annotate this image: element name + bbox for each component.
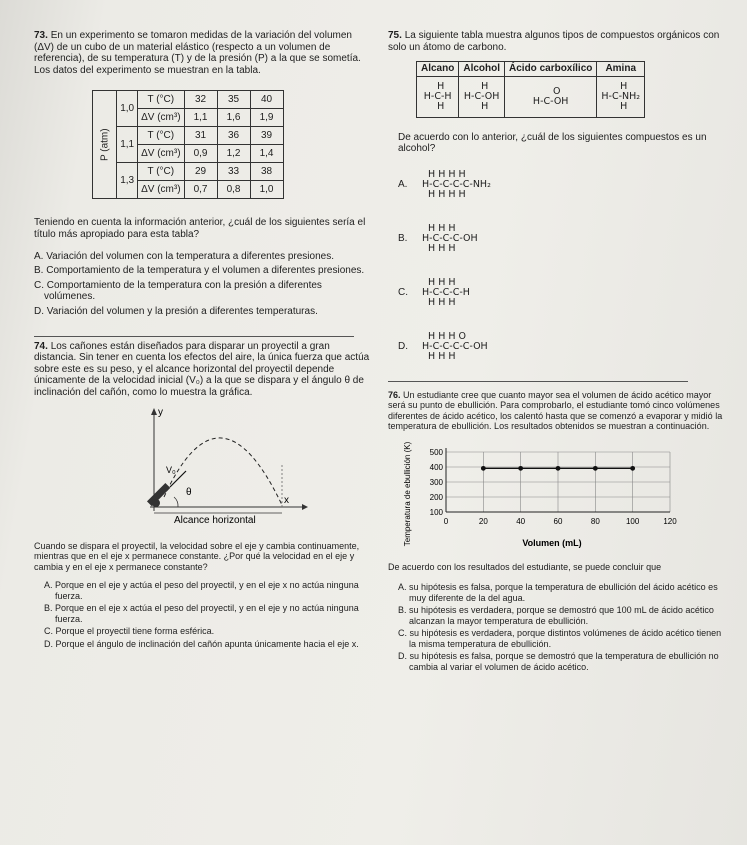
cell: 36 bbox=[217, 127, 250, 145]
header-acido: Ácido carboxílico bbox=[505, 62, 597, 77]
t-label: T (°C) bbox=[138, 91, 184, 109]
q74-options bbox=[34, 580, 374, 649]
cell: 1,6 bbox=[217, 109, 250, 127]
boiling-chart bbox=[402, 442, 702, 550]
v-label: ΔV (cm³) bbox=[138, 109, 184, 127]
t-label: T (°C) bbox=[138, 163, 184, 181]
chart-plot bbox=[430, 448, 678, 526]
q73-options bbox=[34, 251, 374, 318]
y-tick-label: 300 bbox=[429, 477, 443, 487]
cell: 40 bbox=[250, 91, 283, 109]
q73-number: 73. bbox=[34, 30, 48, 41]
q73-statement bbox=[34, 30, 374, 76]
q76-option-a[interactable]: A. su hipótesis es falsa, porque la temperatura de ebullición del ácido acético es muy diferente de la del agua. bbox=[398, 582, 718, 603]
q75-text: La siguiente tabla muestra algunos tipos de compuestos orgánicos con solo un átomo de carbono. bbox=[388, 30, 720, 53]
q75-option-b[interactable] bbox=[398, 217, 728, 261]
q73-option-c[interactable]: C. Comportamiento de la temperatura con la presión a diferentes volúmenes. bbox=[34, 279, 322, 303]
q74-option-d[interactable]: D. Porque el ángulo de inclinación del cañón apunta únicamente hacia el eje x. bbox=[44, 638, 359, 649]
data-point bbox=[481, 466, 486, 471]
q75-statement bbox=[388, 30, 728, 53]
molecule-a: H H H H H-C-C-C-C-NH₂ H H H H bbox=[422, 168, 491, 200]
cell: 0,9 bbox=[184, 145, 217, 163]
x-tick-label: 20 bbox=[478, 516, 488, 526]
v0-label: V₀ bbox=[166, 464, 176, 475]
q76-options bbox=[388, 582, 728, 672]
cell: 35 bbox=[217, 91, 250, 109]
cell: 0,8 bbox=[217, 181, 250, 199]
data-point bbox=[593, 466, 598, 471]
q76-option-c[interactable]: C. su hipótesis es verdadera, porque distintos volúmenes de ácido acético tienen la misma temperatura de ebullición. bbox=[398, 628, 722, 649]
q73-option-b[interactable]: B. Comportamiento de la temperatura y el volumen a diferentes presiones. bbox=[34, 265, 365, 277]
v-label: ΔV (cm³) bbox=[138, 181, 184, 199]
v-label: ΔV (cm³) bbox=[138, 145, 184, 163]
cell: 33 bbox=[217, 163, 250, 181]
q74-text: Los cañones están diseñados para disparar un proyectil a gran distancia. Sin tener en cuenta los efectos del aire, la única fuerza que actúa sobre este es su peso, y el alcance horizontal del proyectil depende únicamente de la velocidad inicial (V₀) a la que se dispara y el ángulo θ de inclinación del cañón, como lo muestra la gráfica. bbox=[34, 340, 370, 398]
q75-option-c[interactable] bbox=[398, 271, 728, 315]
x-axis-arrow bbox=[302, 504, 308, 510]
p-header bbox=[93, 91, 117, 199]
q74-number: 74. bbox=[34, 340, 48, 352]
left-column bbox=[34, 30, 374, 649]
q74-option-c[interactable]: C. Porque el proyectil tiene forma esférica. bbox=[44, 626, 215, 636]
cell: 1,2 bbox=[217, 145, 250, 163]
option-letter: A. bbox=[398, 179, 408, 191]
header-alcohol: Alcohol bbox=[459, 62, 505, 77]
y-axis-label: Temperatura de ebullición (K) bbox=[403, 441, 412, 547]
y-tick-label: 400 bbox=[429, 462, 443, 472]
q76-option-d[interactable]: D. su hipótesis es falsa, porque se demostró que la temperatura de ebullición no cambia al variar el volumen de ácido acético. bbox=[398, 651, 719, 672]
y-axis-label: y bbox=[158, 406, 163, 418]
header-alcano: Alcano bbox=[417, 62, 459, 77]
q75-number: 75. bbox=[388, 30, 402, 41]
alcohol-structure: H H-C-OH H bbox=[459, 76, 505, 117]
q73-option-d[interactable]: D. Variación del volumen y la presión a diferentes temperaturas. bbox=[34, 305, 318, 317]
cell: 0,7 bbox=[184, 181, 217, 199]
q73-text: En un experimento se tomaron medidas de la variación del volumen (ΔV) de un cubo de un material elástico (respecto a un volumen de referencia), de su temperatura (T) y de la presión (P) a la que se sometía. Los datos del experimento se muestran en la tabla. bbox=[34, 30, 361, 76]
data-point bbox=[518, 466, 523, 471]
data-point bbox=[630, 466, 635, 471]
y-tick-label: 200 bbox=[429, 492, 443, 502]
trajectory bbox=[164, 437, 282, 504]
molecule-b: H H H H-C-C-C-OH H H H bbox=[422, 222, 478, 254]
q76-statement bbox=[388, 390, 728, 432]
x-axis-label: Volumen (mL) bbox=[522, 537, 582, 548]
molecule-c: H H H H-C-C-C-H H H H bbox=[422, 276, 470, 308]
cell: 1,9 bbox=[250, 109, 283, 127]
cell: 1,1 bbox=[184, 109, 217, 127]
option-letter: C. bbox=[398, 287, 408, 299]
q76-text: Un estudiante cree que cuanto mayor sea el volumen de ácido acético mayor será su punto de ebullición. Para comprobarlo, el estudiante tomó cinco volúmenes diferentes de ácido acético, los calentó hasta que se comenzó a evaporar y midió la temperatura de ebullición. Los resultados obtenidos se muestran a continuación. bbox=[388, 389, 723, 432]
q76-number: 76. bbox=[388, 389, 401, 400]
cell: 38 bbox=[250, 163, 283, 181]
p-cell: 1,3 bbox=[117, 163, 138, 199]
header-amina: Amina bbox=[597, 62, 645, 77]
y-tick-label: 100 bbox=[429, 507, 443, 517]
cell: 32 bbox=[184, 91, 217, 109]
q73-table bbox=[92, 90, 284, 199]
q74-option-a[interactable]: A. Porque en el eje y actúa el peso del proyectil, y en el eje x no actúa ninguna fuerza. bbox=[44, 580, 359, 601]
option-letter: D. bbox=[398, 341, 408, 353]
t-label: T (°C) bbox=[138, 127, 184, 145]
p-cell: 1,0 bbox=[117, 91, 138, 127]
q73-option-a[interactable]: A. Variación del volumen con la temperatura a diferentes presiones. bbox=[34, 250, 334, 262]
x-tick-label: 60 bbox=[553, 516, 563, 526]
alcano-structure: H H-C-H H bbox=[417, 76, 459, 117]
divider bbox=[388, 381, 688, 382]
q74-question: Cuando se dispara el proyectil, la velocidad sobre el eje y cambia continuamente, mientras que en el eje x permanece constante. ¿Por qué la velocidad en el eje y cambia y en el eje x permanece constante? bbox=[34, 540, 360, 572]
x-tick-label: 80 bbox=[590, 516, 600, 526]
cell: 1,0 bbox=[250, 181, 283, 199]
divider bbox=[34, 336, 354, 337]
amina-structure: H H-C-NH₂ H bbox=[597, 76, 645, 117]
x-tick-label: 40 bbox=[516, 516, 526, 526]
right-column bbox=[388, 30, 728, 672]
q75-options bbox=[388, 163, 728, 369]
p-cell: 1,1 bbox=[117, 127, 138, 163]
cell: 31 bbox=[184, 127, 217, 145]
range-label: Alcance horizontal bbox=[174, 514, 256, 525]
cannon-wheel-icon bbox=[152, 499, 160, 507]
q74-statement bbox=[34, 341, 374, 399]
projectile-figure bbox=[112, 405, 312, 525]
x-tick-label: 100 bbox=[625, 516, 640, 526]
theta-label: θ bbox=[186, 486, 192, 498]
q75-option-a[interactable] bbox=[398, 163, 728, 207]
q76-question: De acuerdo con los resultados del estudiante, se puede concluir que bbox=[388, 561, 662, 572]
x-tick-label: 120 bbox=[663, 516, 677, 526]
acido-structure: O H-C-OH bbox=[505, 76, 597, 117]
data-point bbox=[556, 466, 561, 471]
y-axis-arrow bbox=[151, 408, 157, 415]
q75-table bbox=[416, 61, 645, 118]
q74-option-b[interactable]: B. Porque en el eje x actúa el peso del proyectil, y en el eje y no actúa ninguna fuerza. bbox=[44, 603, 359, 624]
p-label: P (atm) bbox=[98, 128, 110, 162]
cell: 39 bbox=[250, 127, 283, 145]
q75-option-d[interactable] bbox=[398, 325, 728, 369]
q75-question: De acuerdo con lo anterior, ¿cuál de los siguientes compuestos es un alcohol? bbox=[398, 131, 707, 155]
cell: 1,4 bbox=[250, 145, 283, 163]
q73-question: Teniendo en cuenta la información anterior, ¿cuál de los siguientes sería el título más apropiado para esta tabla? bbox=[34, 217, 366, 240]
molecule-d: H H H O H-C-C-C-C-OH H H H bbox=[422, 330, 488, 362]
q76-option-b[interactable]: B. su hipótesis es verdadera, porque se demostró que 100 mL de ácido acético alcanzan la mayor temperatura de ebullición. bbox=[398, 605, 714, 626]
y-tick-label: 500 bbox=[429, 447, 443, 457]
x-tick-label: 0 bbox=[443, 516, 449, 526]
option-letter: B. bbox=[398, 233, 408, 245]
x-axis-label: x bbox=[284, 494, 289, 506]
angle-arc bbox=[174, 497, 178, 507]
cell: 29 bbox=[184, 163, 217, 181]
